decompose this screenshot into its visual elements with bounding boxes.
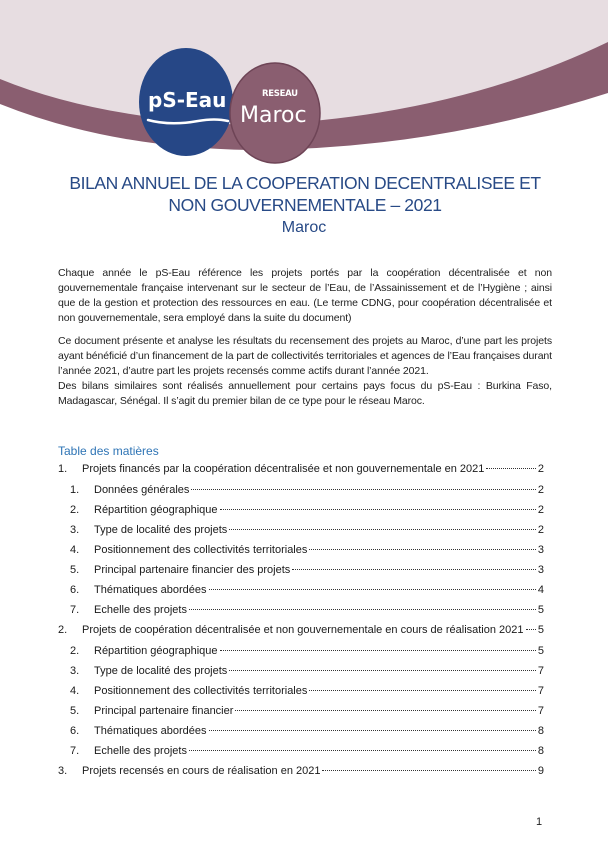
toc-entry-number: 5. (70, 564, 80, 576)
toc-dot-leader (309, 549, 536, 550)
toc-entry[interactable] (58, 461, 544, 482)
toc-entry[interactable] (58, 542, 544, 562)
toc-entry-page[interactable]: 4 (537, 584, 544, 596)
toc-entry-label[interactable]: Répartition géographique (94, 645, 218, 657)
toc-dot-leader (189, 609, 536, 610)
toc-entry-label[interactable]: Répartition géographique (94, 504, 218, 516)
toc-entry-page[interactable]: 5 (537, 624, 544, 636)
toc-entry[interactable] (58, 622, 544, 643)
toc-entry-number: 2. (58, 624, 68, 636)
toc-entry-number: 1. (58, 463, 68, 475)
toc-entry-label[interactable]: Principal partenaire financier des projets (94, 564, 291, 576)
toc-dot-leader (235, 710, 535, 711)
toc-entry-page[interactable]: 3 (537, 564, 544, 576)
toc-entry-label[interactable]: Echelle des projets (94, 745, 187, 757)
page-number: 1 (536, 816, 543, 828)
toc-entry-number: 3. (70, 524, 80, 536)
toc-entry-label[interactable]: Positionnement des collectivités territoriales (94, 544, 308, 556)
toc-entry-label[interactable]: Thématiques abordées (94, 584, 207, 596)
toc-dot-leader (220, 650, 536, 651)
toc-entry[interactable] (58, 743, 544, 763)
toc-dot-leader (229, 670, 536, 671)
toc-entry-number: 3. (70, 665, 80, 677)
toc-entry-number: 6. (70, 584, 80, 596)
toc-entry-number: 2. (70, 645, 80, 657)
toc-entry[interactable] (58, 663, 544, 683)
logo-reseau-label: RESEAU (262, 89, 298, 99)
toc-entry-page[interactable]: 7 (537, 685, 544, 697)
document-subtitle: Maroc (281, 219, 327, 236)
toc-entry-label[interactable]: Positionnement des collectivités territoriales (94, 685, 308, 697)
toc-entry-number: 4. (70, 685, 80, 697)
toc-entry-label[interactable]: Principal partenaire financier (94, 705, 234, 717)
logo-pseau-text: pS-Eau (148, 88, 227, 112)
toc-dot-leader (209, 730, 536, 731)
toc-entry-number: 2. (70, 504, 80, 516)
intro-paragraph-2: Ce document présente et analyse les résultats du recensement des projets au Maroc, d’une part les projets ayant bénéficié d’un financement de la part de collectivités territoriales et agences de l’Eau françaises durant l’année 2021, d’autre part les projets recensés comme actifs durant l’année 2021. (58, 335, 552, 377)
document-title: BILAN ANNUEL DE LA COOPERATION DECENTRALISEE ET NON GOUVERNEMENTALE – 2021 (69, 173, 541, 215)
toc-entry-page[interactable]: 5 (537, 604, 544, 616)
toc-entry-page[interactable]: 7 (537, 705, 544, 717)
toc-entry[interactable] (58, 643, 544, 663)
toc-entry-label[interactable]: Echelle des projets (94, 604, 187, 616)
toc-entry-page[interactable]: 7 (537, 665, 544, 677)
toc-entry[interactable] (58, 582, 544, 602)
toc-entry-number: 1. (70, 484, 80, 496)
toc-entry-label[interactable]: Thématiques abordées (94, 725, 207, 737)
toc-entry[interactable] (58, 522, 544, 542)
toc-entry-page[interactable]: 2 (537, 484, 544, 496)
toc-dot-leader (322, 770, 535, 771)
toc-entry-label[interactable]: Projets financés par la coopération décentralisée et non gouvernementale en 2021 (82, 463, 485, 475)
toc-entry-label[interactable]: Données générales (94, 484, 190, 496)
toc-dot-leader (486, 468, 535, 469)
toc-entry-number: 7. (70, 604, 80, 616)
toc-entry-page[interactable]: 5 (537, 645, 544, 657)
toc-entry[interactable] (58, 703, 544, 723)
toc-entry[interactable] (58, 562, 544, 582)
intro-paragraph-1: Chaque année le pS-Eau référence les projets portés par la coopération décentralisée et non gouvernementale française intervenant sur le secteur de l’Eau, de l’Assainissement et de l’Hygiène ; ainsi que de la gestion et protection des ressources en eau. (Le terme CDNG, pour coopération décentralisée et non gouvernementale, sera employé dans la suite du document) (58, 267, 552, 324)
toc-entry[interactable] (58, 723, 544, 743)
table-of-contents (58, 461, 544, 784)
toc-entry-label[interactable]: Type de localité des projets (94, 665, 228, 677)
toc-entry-number: 3. (58, 765, 68, 777)
toc-entry-number: 6. (70, 725, 80, 737)
toc-entry-number: 4. (70, 544, 80, 556)
toc-entry-page[interactable]: 9 (537, 765, 544, 777)
toc-dot-leader (292, 569, 536, 570)
toc-entry-page[interactable]: 2 (537, 463, 544, 475)
toc-heading: Table des matières (58, 444, 159, 458)
intro-paragraph-3: Des bilans similaires sont réalisés annuellement pour certains pays focus du pS-Eau : Burkina Faso, Madagascar, Sénégal. Il s’agit du premier bilan de ce type pour le réseau Maroc. (58, 380, 552, 407)
toc-entry-page[interactable]: 8 (537, 745, 544, 757)
toc-entry-label[interactable]: Type de localité des projets (94, 524, 228, 536)
toc-entry-page[interactable]: 8 (537, 725, 544, 737)
toc-entry-label[interactable]: Projets de coopération décentralisée et non gouvernementale en cours de réalisation 2021 (82, 624, 524, 636)
toc-dot-leader (220, 509, 536, 510)
toc-dot-leader (191, 489, 535, 490)
toc-entry[interactable] (58, 502, 544, 522)
toc-dot-leader (526, 629, 536, 630)
toc-entry[interactable] (58, 602, 544, 622)
toc-entry[interactable] (58, 683, 544, 703)
toc-dot-leader (189, 750, 536, 751)
header-curve-graphic (0, 0, 608, 170)
logo-maroc-text: Maroc (240, 103, 307, 128)
toc-dot-leader (209, 589, 536, 590)
toc-entry-number: 7. (70, 745, 80, 757)
toc-entry-page[interactable]: 3 (537, 544, 544, 556)
toc-entry[interactable] (58, 482, 544, 502)
toc-entry-page[interactable]: 2 (537, 524, 544, 536)
toc-entry[interactable] (58, 763, 544, 784)
toc-entry-page[interactable]: 2 (537, 504, 544, 516)
toc-dot-leader (309, 690, 536, 691)
page-header-banner (0, 0, 608, 170)
toc-entry-label[interactable]: Projets recensés en cours de réalisation en 2021 (82, 765, 321, 777)
toc-entry-number: 5. (70, 705, 80, 717)
toc-dot-leader (229, 529, 536, 530)
